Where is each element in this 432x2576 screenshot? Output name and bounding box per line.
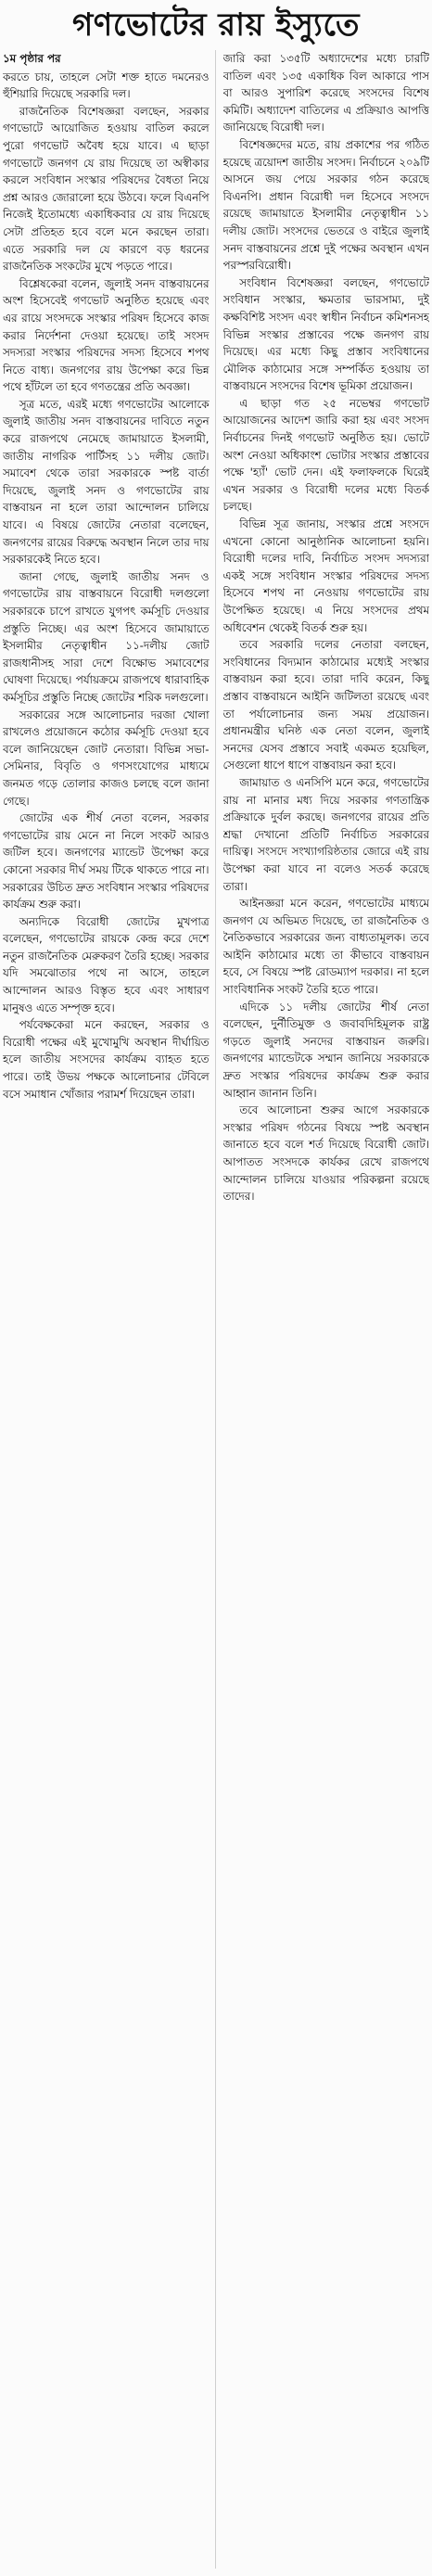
paragraph: সংবিধান বিশেষজ্ঞরা বলছেন, গণভোটে সংবিধান সংস্কার, ক্ষমতার ভারসাম্য, দুই কক্ষবিশিষ্ট সংসদ এবং স্বাধীন নির্বাচন কমিশনসহ বিভিন্ন সংস্কার প্রস্তাবের পক্ষে জনগণ রায় দিয়েছে। এর মধ্যে কিছু প্রস্তাব সংবিধানের মৌলিক কাঠামোর সঙ্গে সম্পর্কিত হওয়ায় তা বাস্তবায়নে সংসদের বিশেষ ভূমিকা প্রয়োজন। — [222, 275, 429, 393]
paragraph: বিশেষজ্ঞদের মতে, রায় প্রকাশের পর গঠিত হয়েছে ত্রয়োদশ জাতীয় সংসদ। নির্বাচনে ২০৯টি আসনে জয় পেয়ে সরকার গঠন করেছে বিএনপি। প্রধান বিরোধী দল হিসেবে সংসদে রয়েছে জামায়াতে ইসলামীর নেতৃত্বাধীন ১১ দলীয় জোট। সংসদের ভেতরে ও বাইরে জুলাই সনদ বাস্তবায়নের প্রশ্নে দুই পক্ষের অবস্থান এখন পরস্পরবিরোধী। — [222, 137, 429, 273]
paragraph: তবে আলোচনা শুরুর আগে সরকারকে সংস্কার পরিষদ গঠনের বিষয়ে স্পষ্ট অবস্থান জানাতে হবে বলে শর্ত দিয়েছে বিরোধী জোট। আপাতত সংসদকে কার্যকর রেখে রাজপথে আন্দোলন চালিয়ে যাওয়ার পরিকল্পনা রয়েছে তাদের। — [222, 1103, 429, 1204]
right-column — [223, 50, 430, 2569]
paragraph: এদিকে ১১ দলীয় জোটের শীর্ষ নেতা বলেছেন, দুর্নীতিমুক্ত ও জবাবদিহিমূলক রাষ্ট্র গড়তে জুলাই সনদের বাস্তবায়ন জরুরি। জনগণের ম্যান্ডেটকে সম্মান জানিয়ে সরকারকে দ্রুত সংস্কার পরিষদের কার্যক্রম শুরু করার আহ্বান জানান তিনি। — [222, 1000, 429, 1100]
paragraph: আইনজ্ঞরা মনে করেন, গণভোটের মাধ্যমে জনগণ যে অভিমত দিয়েছে, তা রাজনৈতিক ও নৈতিকভাবে সরকারের জন্য বাধ্যতামূলক। তবে আইনি কাঠামোর মধ্যে তা কীভাবে বাস্তবায়ন হবে, সে বিষয়ে স্পষ্ট রোডম্যাপ দরকার। না হলে সাংবিধানিক সংকট তৈরি হতে পারে। — [222, 897, 429, 997]
left-column — [3, 50, 216, 2569]
paragraph: সরকারের সঙ্গে আলোচনার দরজা খোলা রাখলেও প্রয়োজনে কঠোর কর্মসূচি দেওয়া হবে বলে জানিয়েছেন জোট নেতারা। বিভিন্ন সভা-সেমিনার, বিবৃতি ও গণসংযোগের মাধ্যমে জনমত গড়ে তোলার কাজও চলছে বলে জানা গেছে। — [3, 708, 210, 808]
paragraph: করতে চায়, তাহলে সেটা শক্ত হাতে দমনেরও হুঁশিয়ারি দিয়েছে সরকারি দল। — [3, 70, 210, 101]
paragraph: রাজনৈতিক বিশেষজ্ঞরা বলছেন, সরকার গণভোটে আয়োজিত হওয়ায় বাতিল করলে পুরো গণভোট অবৈধ হয়ে যাবে। এ ছাড়া গণভোটে জনগণ যে রায় দিয়েছে তা অস্বীকার করলে সংবিধান সংস্কার পরিষদের বৈধতা নিয়ে প্রশ্ন আরও জোরালো হয়ে উঠবে। ফলে বিএনপি নিজেই ইতোমধ্যে একাধিকবার যে রায় দিয়েছে সেটা প্রতিহত হবে বলে মনে করছেন তারা। এতে সরকারি দল যে কারণে বড় ধরনের রাজনৈতিক সংকটের মুখে পড়তে পারে। — [3, 104, 210, 274]
paragraph: বিভিন্ন সূত্র জানায়, সংস্কার প্রশ্নে সংসদে এখনো কোনো আনুষ্ঠানিক আলোচনা হয়নি। বিরোধী দলের দাবি, নির্বাচিত সংসদ সদস্যরা একই সঙ্গে সংবিধান সংস্কার পরিষদের সদস্য হিসেবে শপথ না নেওয়ায় গণভোটের রায় উপেক্ষিত হয়েছে। এ নিয়ে সংসদের প্রথম অধিবেশন থেকেই বিতর্ক শুরু হয়। — [222, 517, 429, 634]
paragraph: এ ছাড়া গত ২৫ নভেম্বর গণভোট আয়োজনের আদেশ জারি করা হয় এবং সংসদ নির্বাচনের দিনই গণভোট অনুষ্ঠিত হয়। ভোটে অংশ নেওয়া অধিকাংশ ভোটার সংস্কার প্রস্তাবের পক্ষে 'হ্যাঁ' ভোট দেন। এই ফলাফলকে ঘিরেই এখন সরকার ও বিরোধী দলের মধ্যে বিতর্ক চলছে। — [222, 396, 429, 514]
paragraph: জোটের এক শীর্ষ নেতা বলেন, সরকার গণভোটের রায় মেনে না নিলে সংকট আরও জটিল হবে। জনগণের ম্যান্ডেট উপেক্ষা করে কোনো সরকার দীর্ঘ সময় টিকে থাকতে পারে না। সরকারের উচিত দ্রুত সংবিধান সংস্কার পরিষদের কার্যক্রম শুরু করা। — [3, 811, 210, 912]
paragraph: অন্যদিকে বিরোধী জোটের মুখপাত্র বলেছেন, গণভোটের রায়কে কেন্দ্র করে দেশে নতুন রাজনৈতিক মেরুকরণ তৈরি হচ্ছে। সরকার যদি সমঝোতার পথে না আসে, তাহলে আন্দোলন আরও বিস্তৃত হবে এবং সাধারণ মানুষও এতে সম্পৃক্ত হবে। — [3, 914, 210, 1014]
headline: গণভোটের রায় ইস্যুতে — [71, 6, 361, 44]
paragraph: সূত্র মতে, এরই মধ্যে গণভোটের আলোকে জুলাই জাতীয় সনদ বাস্তবায়নের দাবিতে নতুন করে রাজপথে নেমেছে জামায়াতে ইসলামী, জাতীয় নাগরিক পার্টিসহ ১১ দলীয় জোট। সমাবেশ থেকে তারা সরকারকে স্পষ্ট বার্তা দিয়েছে, জুলাই সনদ ও গণভোটের রায় বাস্তবায়ন না হলে তারা আন্দোলন চালিয়ে যাবে। এ বিষয়ে জোটের নেতারা বলেছেন, জনগণের রায়ের বিরুদ্ধে অবস্থান নিলে তার দায় সরকারকেই নিতে হবে। — [3, 397, 210, 567]
paragraph: জামায়াত ও এনসিপি মনে করে, গণভোটের রায় না মানার মধ্য দিয়ে সরকার গণতান্ত্রিক প্রক্রিয়াকে দুর্বল করছে। জনগণের রায়ের প্রতি শ্রদ্ধা দেখানো প্রতিটি নির্বাচিত সরকারের দায়িত্ব। সংসদে সংখ্যাগরিষ্ঠতার জোরে এই রায় উপেক্ষা করা যাবে না বলেও সতর্ক করেছে তারা। — [222, 775, 429, 893]
continued-from-label: ১ম পৃষ্ঠার পর — [3, 52, 61, 65]
paragraph: বিশ্লেষকেরা বলেন, জুলাই সনদ বাস্তবায়নের অংশ হিসেবেই গণভোট অনুষ্ঠিত হয়েছে এবং এর রায়ে সংসদকে সংস্কার পরিষদ হিসেবে কাজ করার নির্দেশনা দেওয়া হয়েছে। তাই সংসদ সদস্যরা সংস্কার পরিষদের সদস্য হিসেবে শপথ নিতে বাধ্য। জনগণের রায় উপেক্ষা করে ভিন্ন পথে হাঁটলে তা হবে গণতন্ত্রের প্রতি অবজ্ঞা। — [3, 276, 210, 394]
paragraph: পর্যবেক্ষকেরা মনে করছেন, সরকার ও বিরোধী পক্ষের এই মুখোমুখি অবস্থান দীর্ঘায়িত হলে জাতীয় সংসদের কার্যক্রম ব্যাহত হতে পারে। তাই উভয় পক্ষকে আলোচনার টেবিলে বসে সমাধান খোঁজার পরামর্শ দিয়েছেন তারা। — [3, 1018, 210, 1101]
paragraph: তবে সরকারি দলের নেতারা বলছেন, সংবিধানের বিদ্যমান কাঠামোর মধ্যেই সংস্কার বাস্তবায়ন করা হবে। তারা দাবি করেন, কিছু প্রস্তাব বাস্তবায়নে আইনি জটিলতা রয়েছে এবং তা পর্যালোচনার জন্য সময় প্রয়োজন। প্রধানমন্ত্রীর ঘনিষ্ঠ এক নেতা বলেন, জুলাই সনদের যেসব প্রস্তাবে সবাই একমত হয়েছিল, সেগুলো ধাপে ধাপে বাস্তবায়ন করা হবে। — [222, 638, 429, 772]
paragraph: জারি করা ১৩৫টি অধ্যাদেশের মধ্যে চারটি বাতিল এবং ১৩৫ একাধিক বিল আকারে পাস বা আরও সুপারিশ করেছে সংসদের বিশেষ কমিটি। অধ্যাদেশ বাতিলের এ প্রক্রিয়াও আপত্তি জানিয়েছে বিরোধী দল। — [222, 52, 429, 134]
paragraph: জানা গেছে, জুলাই জাতীয় সনদ ও গণভোটের রায় বাস্তবায়নে বিরোধী দলগুলো সরকারকে চাপে রাখতে যুগপৎ কর্মসূচি দেওয়ার প্রস্তুতি নিচ্ছে। এর অংশ হিসেবে জামায়াতে ইসলামীর নেতৃত্বাধীন ১১-দলীয় জোট রাজধানীসহ সারা দেশে বিক্ষোভ সমাবেশের ঘোষণা দিয়েছে। পর্যায়ক্রমে রাজপথে ধারাবাহিক কর্মসূচির প্রস্তুতি নিচ্ছে জোটের শরিক দলগুলো। — [3, 569, 210, 704]
article-columns — [3, 50, 429, 2569]
